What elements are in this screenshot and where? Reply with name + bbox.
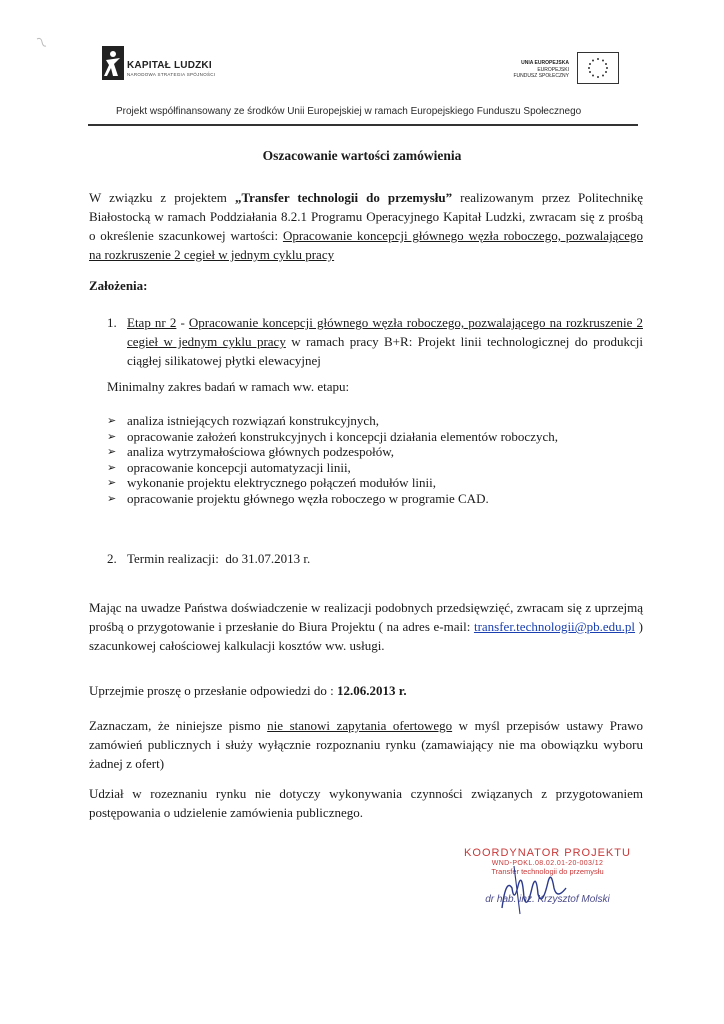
arrow-bullet-icon: ➢ <box>107 491 117 505</box>
deadline-text: Uprzejmie proszę o przesłanie odpowiedzi do : <box>89 683 337 698</box>
notice-text-1: Zaznaczam, że niniejsze pismo <box>89 718 268 733</box>
kapital-ludzki-logo-icon <box>102 46 124 80</box>
eu-text-block <box>490 60 569 80</box>
stamp-signatory: dr hab. inż. Krzysztof Molski <box>485 894 610 905</box>
request-text-1: Mając na uwadze Państwa doświadczenie w realizacji podobnych przedsięwzięć, zwracam się z uprzejmą prośbą o przygotowanie i przesłanie do Biura Projektu ( na adres e-mail: <box>89 600 643 634</box>
list-item-text: wykonanie projektu elektrycznego połączeń modułów linii, <box>127 475 437 490</box>
participation-paragraph: Udział w rozeznaniu rynku nie dotyczy wykonywania czynności związanych z przygotowaniem postępowania o udzielenie zamówienia publicznego. <box>89 786 643 820</box>
kapital-ludzki-subtitle: NARODOWA STRATEGIA SPÓJNOŚCI <box>127 72 216 77</box>
eu-line2: EUROPEJSKI <box>537 66 569 73</box>
stage-dash: - <box>176 315 189 330</box>
signature-icon <box>494 858 574 918</box>
notice-text-2: w myśl przepisów ustawy Prawo zamówień publicznych i służy wyłącznie rozpoznaniu rynku (zamawiający nie ma obowiązku wyboru żadnej z ofert) <box>89 718 643 771</box>
arrow-bullet-icon: ➢ <box>107 460 117 474</box>
list-item <box>107 460 647 476</box>
arrow-bullet-icon: ➢ <box>107 429 117 443</box>
stage-subject: Opracowanie koncepcji głównego węzła roboczego, pozwalającego na rozkruszenie 2 cegieł w jednym cyklu pracy <box>127 315 643 349</box>
stage-label: Etap nr 2 <box>127 315 177 330</box>
stage-rest: w ramach pracy B+R: Projekt linii technologicznej do produkcji ciągłej silikatowej płytki elewacyjnej <box>127 334 644 368</box>
list-item-text: analiza istniejących rozwiązań konstrukcyjnych, <box>127 413 379 428</box>
intro-text-2: realizowanym przez Politechnikę Białostocką w ramach Poddziałania 8.2.1 Programu Operacyjnego Kapitał Ludzki, zwracam się z prośbą o określenie szacunkowej wartości: <box>89 190 643 243</box>
intro-text-1: W związku z projektem <box>89 190 235 205</box>
stamp-line2: WND-POKL.08.02.01-20-003/12 <box>491 860 604 867</box>
eu-line3: FUNDUSZ SPOŁECZNY <box>513 73 569 79</box>
list-item <box>107 444 647 460</box>
list-item-text: opracowanie koncepcji automatyzacji linii, <box>127 459 351 475</box>
stamp-line1: KOORDYNATOR PROJEKTU <box>464 847 631 859</box>
notice-paragraph <box>89 716 643 773</box>
eu-flag-icon <box>577 52 619 84</box>
scope-list <box>107 413 647 506</box>
list-item <box>107 475 647 491</box>
item-body <box>127 313 643 370</box>
list-item <box>107 491 647 507</box>
list-item-text: opracowanie założeń konstrukcyjnych i koncepcji działania elementów roboczych, <box>127 428 558 444</box>
email-link[interactable]: transfer.technologii@pb.edu.pl <box>473 619 636 634</box>
page-title: Oszacowanie wartości zamówienia <box>262 148 462 163</box>
stamp-line3: Transfer technologii do przemysłu <box>491 867 604 876</box>
scope-heading: Minimalny zakres badań w ramach ww. etapu: <box>107 379 350 394</box>
intro-subject: Opracowanie koncepcji głównego węzła roboczego, pozwalającego na rozkruszenie 2 cegieł w jednym cyklu pracy <box>89 228 643 262</box>
deadline-line <box>89 681 407 700</box>
notice-underlined: nie stanowi zapytania ofertowego <box>267 718 453 733</box>
project-name: „Transfer technologii do przemysłu” <box>234 190 453 205</box>
item-body: Termin realizacji: do 31.07.2013 r. <box>127 551 311 566</box>
request-paragraph <box>89 598 643 655</box>
request-text-2: ) szacunkowej całościowej kalkulacji kosztów ww. usługi. <box>89 619 643 653</box>
assumptions-heading: Założenia: <box>89 278 148 293</box>
arrow-bullet-icon: ➢ <box>107 476 117 489</box>
intro-paragraph <box>89 188 643 264</box>
list-item <box>107 413 647 429</box>
cofinancing-note: Projekt współfinansowany ze środków Unii Europejskiej w ramach Europejskiego Funduszu Społecznego <box>116 106 582 117</box>
kapital-ludzki-title: KAPITAŁ LUDZKI <box>127 60 212 71</box>
item-number: 2. <box>107 551 117 566</box>
item-number: 1. <box>107 315 117 330</box>
list-item <box>107 429 647 445</box>
arrow-bullet-icon: ➢ <box>107 445 117 458</box>
scan-mark-icon <box>34 36 48 50</box>
list-item-text: opracowanie projektu głównego węzła roboczego w programie CAD. <box>127 490 489 506</box>
eu-line1: UNIA EUROPEJSKA <box>521 60 569 66</box>
header-divider <box>88 124 638 126</box>
deadline-date: 12.06.2013 r. <box>337 683 407 698</box>
arrow-bullet-icon: ➢ <box>107 414 117 427</box>
list-item-text: analiza wytrzymałościowa głównych podzespołów, <box>127 444 395 459</box>
